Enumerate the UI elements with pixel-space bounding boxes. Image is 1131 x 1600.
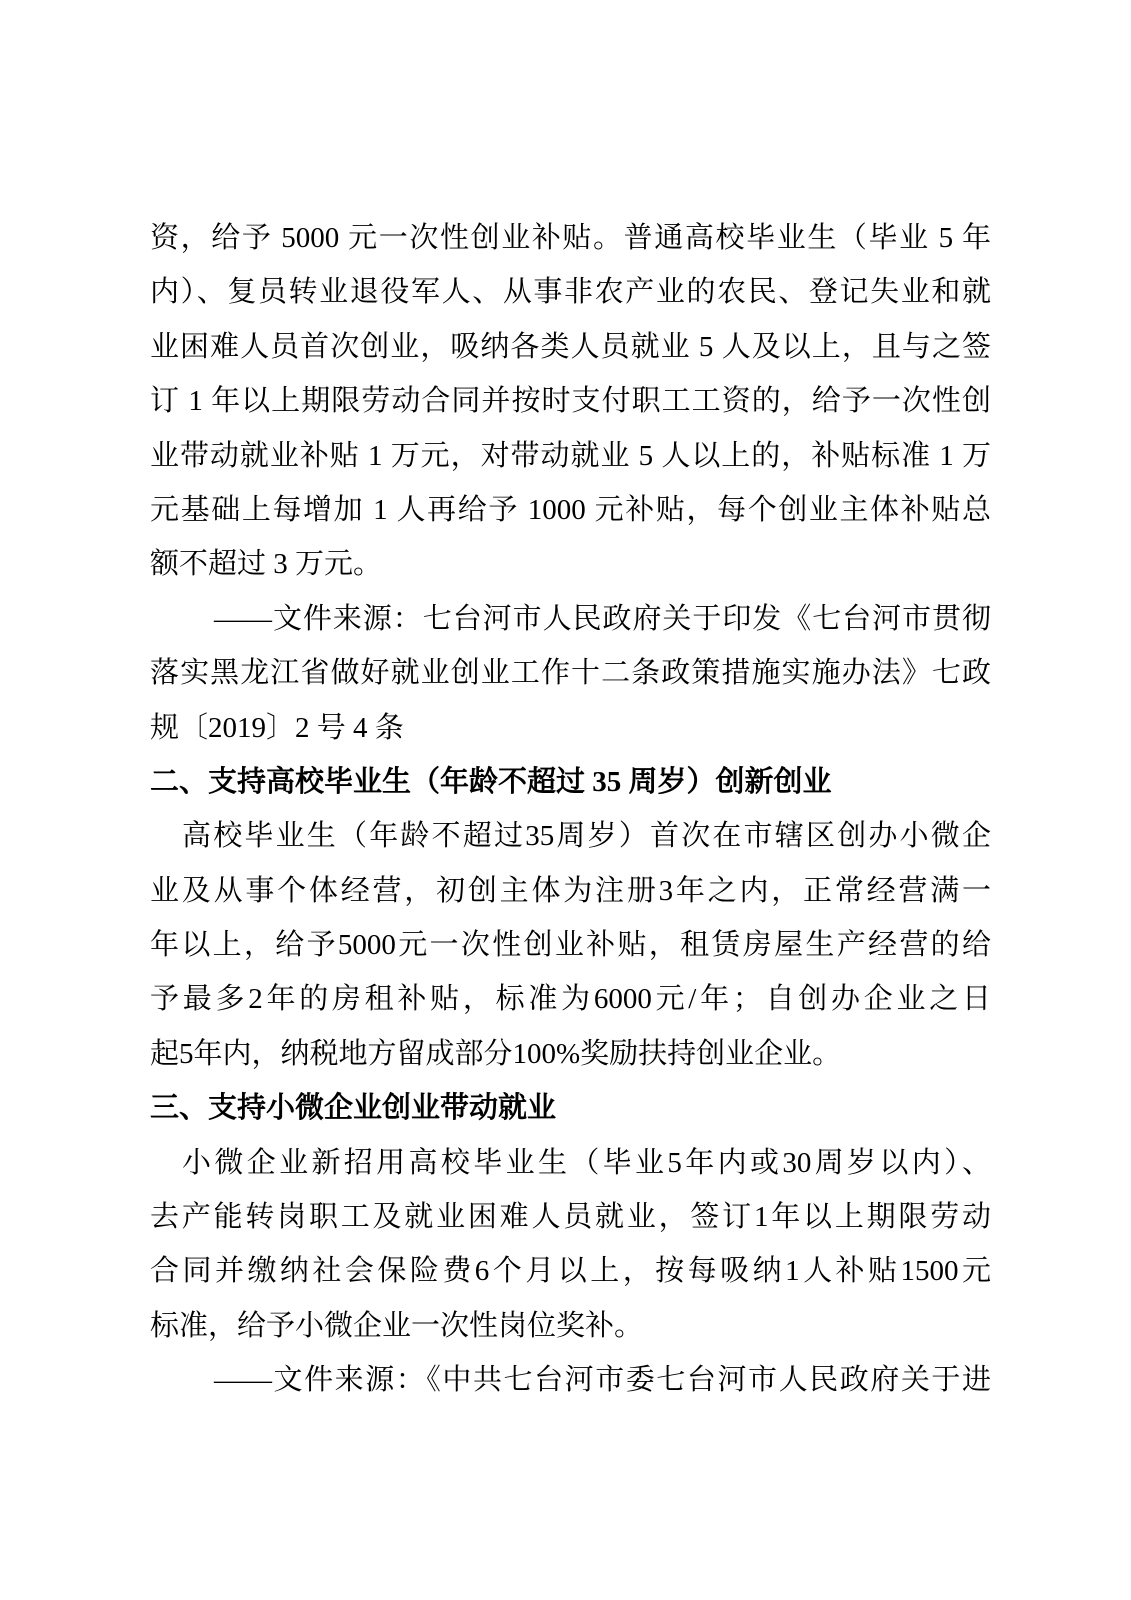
text-line: 元基础上每增加 1 人再给予 1000 元补贴，每个创业主体补贴总 bbox=[150, 493, 991, 526]
source-reference bbox=[150, 1353, 991, 1407]
text-line: 合同并缴纳社会保险费6个月以上，按每吸纳1人补贴1500元 bbox=[150, 1255, 991, 1288]
heading-text: 三、支持小微企业创业带动就业 bbox=[150, 1092, 557, 1125]
text-line: ——文件来源：《中共七台河市委七台河市人民政府关于进 bbox=[214, 1364, 991, 1397]
text-line: 额不超过 3 万元。 bbox=[150, 548, 383, 581]
text-line: 资，给予 5000 元一次性创业补贴。普通高校毕业生（毕业 5 年 bbox=[150, 222, 991, 254]
text-line: 小微企业新招用高校毕业生（毕业5年内或30周岁以内）、 bbox=[182, 1146, 991, 1179]
text-line: 起5年内，纳税地方留成部分100%奖励扶持创业企业。 bbox=[150, 1037, 842, 1070]
heading-text: 二、支持高校毕业生（年龄不超过 35 周岁）创新创业 bbox=[150, 765, 832, 798]
text-line: 业困难人员首次创业，吸纳各类人员就业 5 人及以上，且与之签 bbox=[150, 330, 991, 363]
text-line: 业带动就业补贴 1 万元，对带动就业 5 人以上的，补贴标准 1 万 bbox=[150, 439, 991, 472]
text-line: 业及从事个体经营，初创主体为注册3年之内，正常经营满一 bbox=[150, 874, 991, 907]
text-line: ——文件来源：七台河市人民政府关于印发《七台河市贯彻 bbox=[214, 602, 991, 635]
text-line: 标准，给予小微企业一次性岗位奖补。 bbox=[150, 1309, 644, 1342]
paragraph bbox=[150, 809, 991, 1081]
source-reference bbox=[150, 592, 991, 755]
section-heading bbox=[150, 1081, 991, 1135]
paragraph bbox=[150, 1136, 991, 1354]
text-line: 内）、复员转业退役军人、从事非农产业的农民、登记失业和就 bbox=[150, 276, 991, 309]
text-block bbox=[150, 211, 991, 1408]
text-line: 去产能转岗职工及就业困难人员就业，签订1年以上期限劳动 bbox=[150, 1201, 991, 1234]
text-line: 予最多2年的房租补贴，标准为6000元/年；自创办企业之日 bbox=[150, 983, 991, 1016]
text-line: 高校毕业生（年龄不超过35周岁）首次在市辖区创办小微企 bbox=[182, 820, 991, 853]
paragraph bbox=[150, 211, 991, 592]
text-line: 规〔2019〕2 号 4 条 bbox=[150, 711, 404, 744]
text-line: 落实黑龙江省做好就业创业工作十二条政策措施实施办法》七政 bbox=[150, 657, 991, 690]
text-line: 订 1 年以上期限劳动合同并按时支付职工工资的，给予一次性创 bbox=[150, 385, 991, 418]
section-heading bbox=[150, 755, 991, 809]
text-line: 年以上，给予5000元一次性创业补贴，租赁房屋生产经营的给 bbox=[150, 929, 991, 962]
